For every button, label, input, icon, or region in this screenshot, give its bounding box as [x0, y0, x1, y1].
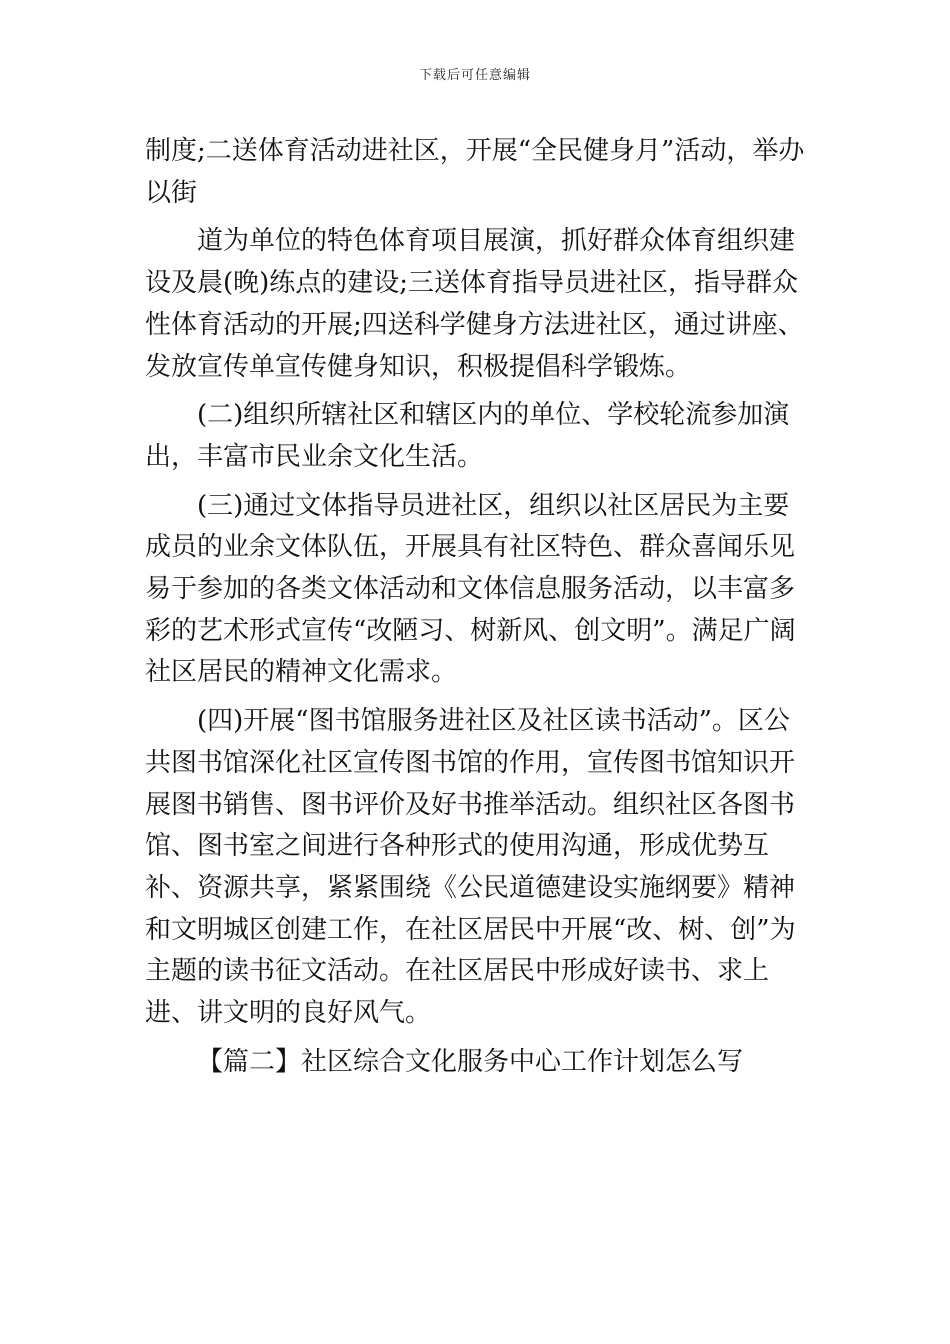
paragraph-5: (四)开展“图书馆服务进社区及社区读书活动”。区公共图书馆深化社区宣传图书馆的作用，宣传图书馆知识开展图书销售、图书评价及好书推举活动。组织社区各图书馆、图书室之间进行各种形式的使用沟通，形成优势互补、资源共享，紧紧围绕《公民道德建设实施纲要》精神和文明城区创建工作，在社区居民中开展“改、树、创”为主题的读书征文活动。在社区居民中形成好读书、求上进、讲文明的良好风气。 — [145, 706, 796, 1029]
paragraph-4: (三)通过文体指导员进社区，组织以社区居民为主要成员的业余文体队伍，开展具有社区特色、群众喜闻乐见易于参加的各类文体活动和文体信息服务活动，以丰富多彩的艺术形式宣传“改陋习、树新风、创文明”。满足广阔社区居民的精神文化需求。 — [145, 490, 796, 688]
document-body — [145, 131, 807, 1090]
paragraph-2: 道为单位的特色体育项目展演，抓好群众体育组织建设及晨(晚)练点的建设;三送体育指导员进社区，指导群众性体育活动的开展;四送科学健身方法进社区，通过讲座、发放宣传单宣传健身知识，积极提倡科学锻炼。 — [145, 226, 804, 382]
paragraph-1: 制度;二送体育活动进社区，开展“全民健身月”活动，举办以街 — [145, 136, 805, 208]
section-heading: 【篇二】社区综合文化服务中心工作计划怎么写 — [197, 1046, 744, 1077]
page-header-note: 下载后可任意编辑 — [418, 68, 531, 83]
paragraph-3: (二)组织所辖社区和辖区内的单位、学校轮流参加演出，丰富市民业余文化生活。 — [145, 400, 790, 472]
